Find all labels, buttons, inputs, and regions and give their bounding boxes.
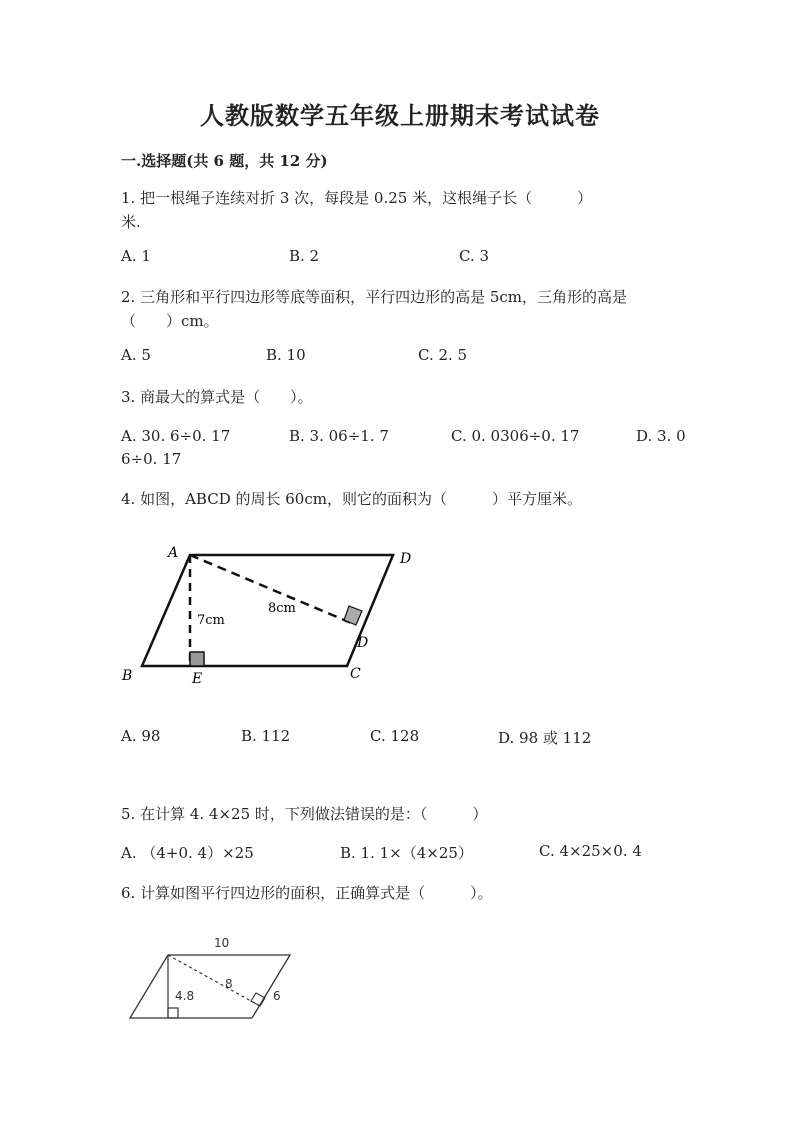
label-7cm: 7cm — [197, 613, 225, 628]
option-d-wrap: 6÷0. 17 — [121, 450, 182, 468]
question-2-line1: 2. 三角形和平行四边形等底等面积，平行四边形的高是 5cm，三角形的高是 — [121, 288, 628, 306]
option-b[interactable]: B. 3. 06÷1. 7 — [289, 427, 389, 445]
label-a: A — [168, 545, 179, 561]
option-b[interactable]: B. 10 — [266, 346, 306, 364]
question-3-options — [121, 427, 721, 451]
question-1-line2: 米. — [121, 213, 141, 231]
option-c[interactable]: C. 128 — [370, 727, 420, 745]
option-a[interactable]: A. 30. 6÷0. 17 — [121, 427, 231, 445]
option-c[interactable]: C. 4×25×0. 4 — [539, 842, 642, 860]
option-c[interactable]: C. 0. 0306÷0. 17 — [451, 427, 580, 445]
option-c[interactable]: C. 2. 5 — [418, 346, 468, 364]
question-5-line1: 5. 在计算 4. 4×25 时，下列做法错误的是：（ ） — [121, 805, 488, 823]
label-8cm: 8cm — [268, 601, 296, 616]
question-1-options — [121, 247, 721, 271]
question-2-line2: （ ）cm。 — [121, 312, 219, 330]
option-c[interactable]: C. 3 — [459, 247, 490, 265]
question-6-line1: 6. 计算如图平行四边形的面积，正确算式是（ ）。 — [121, 884, 493, 902]
label-4-8: 4.8 — [175, 989, 195, 1003]
question-4-line1: 4. 如图，ABCD 的周长 60cm，则它的面积为（ ）平方厘米。 — [121, 490, 582, 508]
option-d[interactable]: D. 98 或 112 — [498, 729, 592, 747]
option-b[interactable]: B. 112 — [241, 727, 291, 745]
question-5-options — [121, 842, 721, 866]
right-angle-bottom — [168, 1008, 178, 1018]
question-6 — [121, 881, 681, 905]
question-4 — [121, 487, 681, 511]
section-heading: 一.选择题(共 6 题，共 12 分) — [121, 152, 328, 170]
page-title: 人教版数学五年级上册期末考试试卷 — [200, 101, 600, 130]
question-5 — [121, 802, 681, 826]
option-a[interactable]: A. （4+0. 4）×25 — [121, 844, 254, 862]
question-4-options — [121, 727, 721, 751]
label-6: 6 — [273, 989, 281, 1003]
label-e: E — [192, 671, 203, 687]
parallelogram-shape — [130, 955, 290, 1018]
right-angle-e — [190, 652, 204, 666]
option-a[interactable]: A. 1 — [121, 247, 151, 265]
option-b[interactable]: B. 1. 1×（4×25） — [340, 844, 473, 862]
label-10: 10 — [214, 936, 230, 950]
question-3-line1: 3. 商最大的算式是（ ）。 — [121, 388, 313, 406]
parallelogram-figure-1 — [110, 535, 430, 695]
option-a[interactable]: A. 98 — [121, 727, 161, 745]
option-a[interactable]: A. 5 — [121, 346, 151, 364]
question-2-options — [121, 346, 721, 370]
option-d[interactable]: D. 3. 0 — [636, 427, 686, 445]
label-c: C — [350, 666, 361, 682]
question-1 — [121, 186, 681, 234]
label-d-top: D — [400, 551, 412, 567]
option-b[interactable]: B. 2 — [289, 247, 320, 265]
label-8: 8 — [225, 977, 233, 991]
label-d-foot: D — [357, 635, 369, 651]
question-1-line1: 1. 把一根绳子连续对折 3 次，每段是 0.25 米，这根绳子长（ ） — [121, 189, 593, 207]
label-b: B — [122, 668, 133, 684]
parallelogram-figure-2 — [120, 930, 320, 1030]
question-3 — [121, 385, 681, 409]
question-2 — [121, 285, 681, 333]
